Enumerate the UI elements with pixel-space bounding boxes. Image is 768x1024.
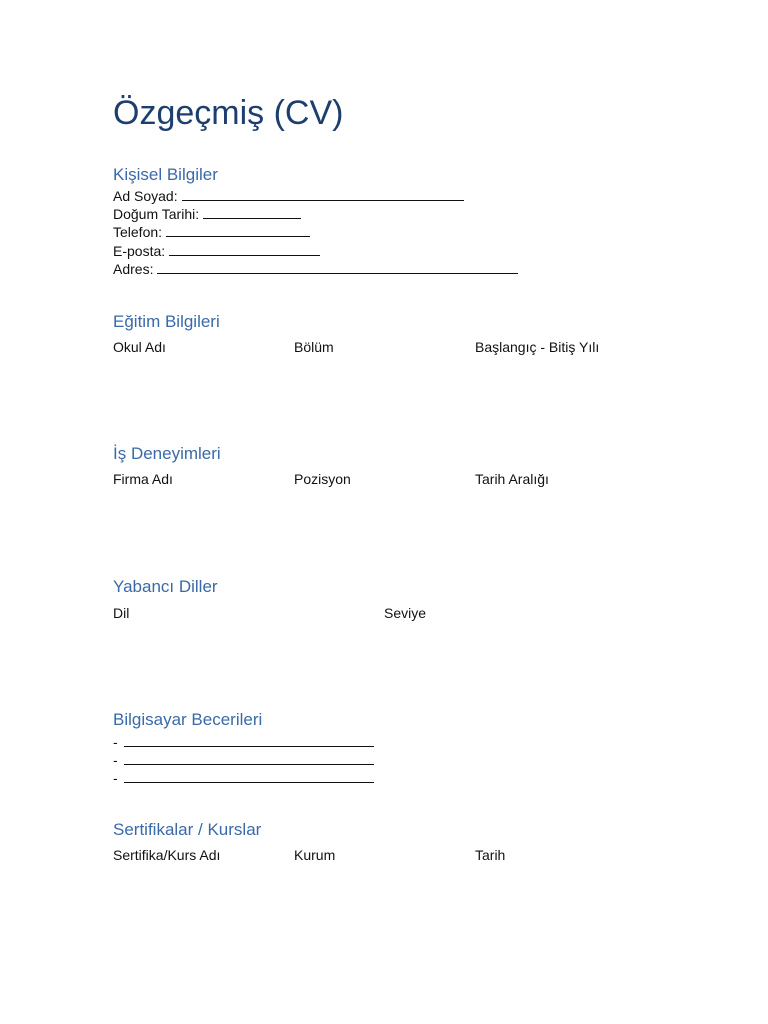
education-col-years: Başlangıç - Bitiş Yılı — [475, 339, 600, 355]
email-field-label: E-posta: — [113, 243, 166, 259]
address-field-label: Adres: — [113, 261, 154, 277]
certificates-col-institution: Kurum — [294, 847, 336, 863]
computer-skill-bullet: - — [113, 734, 118, 750]
name-field-blank[interactable] — [182, 188, 464, 201]
phone-field-row — [113, 223, 310, 241]
languages-col-level: Seviye — [384, 605, 427, 621]
computer-skill-row — [113, 751, 374, 769]
certificates-col-date: Tarih — [475, 847, 506, 863]
computer-skill-row — [113, 769, 374, 787]
personal-info-heading: Kişisel Bilgiler — [113, 165, 218, 184]
languages-col-language: Dil — [113, 605, 130, 621]
page-title: Özgeçmiş (CV) — [113, 94, 344, 132]
languages-heading: Yabancı Diller — [113, 577, 218, 596]
email-field-blank[interactable] — [169, 243, 320, 256]
name-field-row — [113, 187, 464, 205]
certificates-heading: Sertifikalar / Kurslar — [113, 820, 262, 839]
computer-skill-blank[interactable] — [124, 752, 374, 765]
experience-col-company: Firma Adı — [113, 471, 173, 487]
address-field-blank[interactable] — [157, 261, 518, 274]
birthdate-field-row — [113, 205, 301, 223]
education-col-school: Okul Adı — [113, 339, 166, 355]
experience-heading: İş Deneyimleri — [113, 444, 221, 463]
email-field-row — [113, 242, 320, 260]
name-field-label: Ad Soyad: — [113, 188, 178, 204]
education-col-department: Bölüm — [294, 339, 334, 355]
computer-skill-row — [113, 733, 374, 751]
experience-col-position: Pozisyon — [294, 471, 351, 487]
computer-skills-heading: Bilgisayar Becerileri — [113, 710, 263, 729]
education-heading: Eğitim Bilgileri — [113, 312, 220, 331]
computer-skill-bullet: - — [113, 752, 118, 768]
computer-skill-blank[interactable] — [124, 770, 374, 783]
experience-col-date-range: Tarih Aralığı — [475, 471, 549, 487]
phone-field-label: Telefon: — [113, 224, 163, 240]
certificates-col-name: Sertifika/Kurs Adı — [113, 847, 221, 863]
address-field-row — [113, 260, 518, 278]
computer-skill-bullet: - — [113, 770, 118, 786]
phone-field-blank[interactable] — [166, 224, 310, 237]
birthdate-field-label: Doğum Tarihi: — [113, 206, 200, 222]
birthdate-field-blank[interactable] — [203, 206, 301, 219]
computer-skill-blank[interactable] — [124, 734, 374, 747]
